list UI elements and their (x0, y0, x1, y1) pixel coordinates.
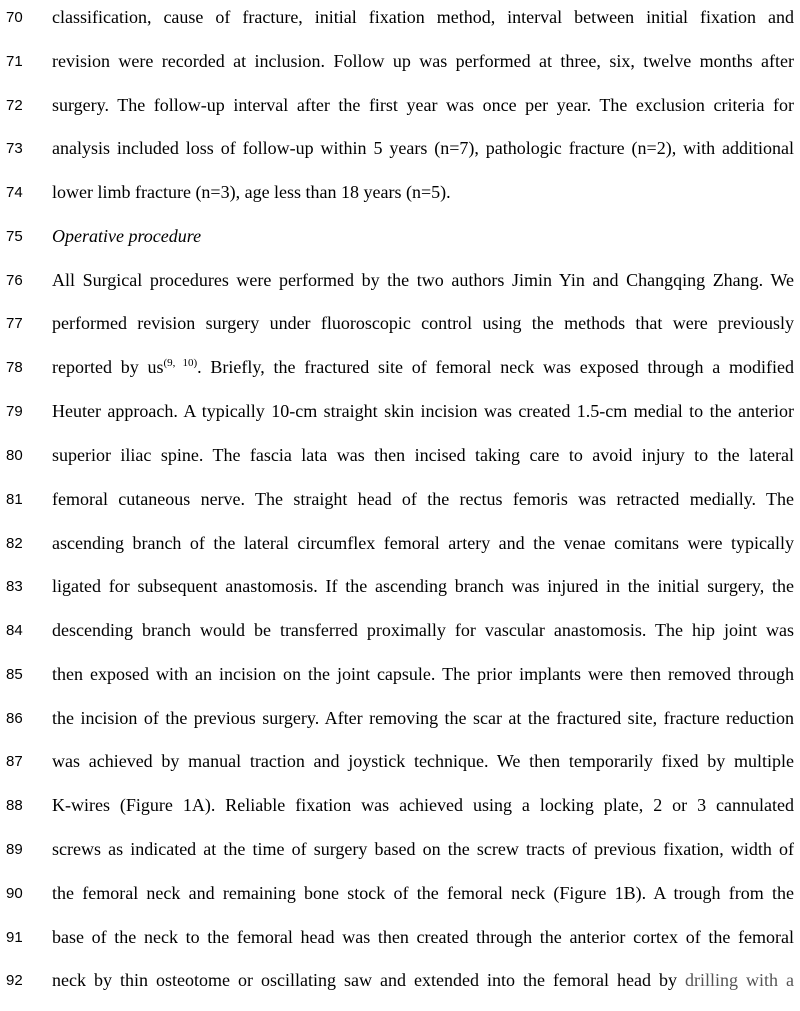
line-text: All Surgical procedures were performed by the two authors Jimin Yin and Changqing Zhang. We (52, 270, 794, 290)
line-text: base of the neck to the femoral head was then created through the anterior cortex of the femoral (52, 927, 794, 947)
citation-superscript: (9, 10) (163, 357, 198, 369)
line-text-start: neck by thin osteotome or oscillating saw and extended into the femoral head by (52, 970, 685, 990)
text-line (0, 788, 800, 832)
line-text: descending branch would be transferred proximally for vascular anastomosis. The hip joint was (52, 620, 794, 640)
line-text: the femoral neck and remaining bone stock of the femoral neck (Figure 1B). A trough from the (52, 883, 794, 903)
text-line (0, 657, 800, 701)
line-number: 72 (6, 97, 23, 114)
line-text: classification, cause of fracture, initial fixation method, interval between initial fixation and (52, 7, 794, 27)
line-text: was achieved by manual traction and joystick technique. We then temporarily fixed by multiple (52, 751, 794, 771)
line-number: 86 (6, 710, 23, 727)
line-text: superior iliac spine. The fascia lata was then incised taking care to avoid injury to the lateral (52, 445, 794, 465)
text-line (0, 613, 800, 657)
text-line (0, 963, 800, 1007)
line-text: K-wires (Figure 1A). Reliable fixation was achieved using a locking plate, 2 or 3 cannulated (52, 795, 794, 815)
line-text: surgery. The follow-up interval after the first year was once per year. The exclusion criteria for (52, 95, 794, 115)
line-text (52, 969, 794, 991)
line-text: ligated for subsequent anastomosis. If the ascending branch was injured in the initial surgery, the (52, 576, 794, 596)
line-number: 73 (6, 140, 23, 157)
line-number: 84 (6, 622, 23, 639)
line-text (52, 356, 794, 378)
line-number: 83 (6, 578, 23, 595)
line-number: 77 (6, 315, 23, 332)
text-line (0, 920, 800, 964)
line-text: the incision of the previous surgery. After removing the scar at the fractured site, fracture reduction (52, 708, 794, 728)
line-number: 88 (6, 797, 23, 814)
text-line (0, 88, 800, 132)
text-line (0, 306, 800, 350)
line-text: then exposed with an incision on the joint capsule. The prior implants were then removed through (52, 664, 794, 684)
line-number: 76 (6, 272, 23, 289)
text-line (0, 744, 800, 788)
text-line (0, 0, 800, 44)
text-line (0, 44, 800, 88)
line-number: 75 (6, 228, 23, 245)
line-text: Heuter approach. A typically 10-cm straight skin incision was created 1.5-cm medial to the anterior (52, 401, 794, 421)
text-line (0, 832, 800, 876)
text-line (0, 175, 800, 219)
line-number: 81 (6, 491, 23, 508)
line-number: 80 (6, 447, 23, 464)
section-heading: Operative procedure (52, 226, 202, 246)
text-line (0, 438, 800, 482)
line-text-faded: drilling with a (684, 970, 794, 990)
line-number: 71 (6, 53, 23, 70)
line-number: 89 (6, 841, 23, 858)
line-number: 90 (6, 885, 23, 902)
line-number: 85 (6, 666, 23, 683)
line-number: 79 (6, 403, 23, 420)
line-text: femoral cutaneous nerve. The straight head of the rectus femoris was retracted medially. The (52, 489, 794, 509)
line-text-end: . Briefly, the fractured site of femoral neck was exposed through a modified (197, 357, 794, 377)
line-text: revision were recorded at inclusion. Follow up was performed at three, six, twelve months after (52, 51, 794, 71)
line-number: 70 (6, 9, 23, 26)
text-line (0, 350, 800, 394)
text-line (0, 482, 800, 526)
text-line (0, 569, 800, 613)
line-text: lower limb fracture (n=3), age less than 18 years (n=5). (52, 182, 451, 202)
text-line (0, 701, 800, 745)
text-line (0, 876, 800, 920)
line-number: 82 (6, 535, 23, 552)
line-number: 92 (6, 972, 23, 989)
line-number: 87 (6, 753, 23, 770)
line-number: 74 (6, 184, 23, 201)
line-text: analysis included loss of follow-up within 5 years (n=7), pathologic fracture (n=2), with additional (52, 138, 794, 158)
line-text: screws as indicated at the time of surgery based on the screw tracts of previous fixation, width of (52, 839, 794, 859)
text-line (0, 526, 800, 570)
line-text: performed revision surgery under fluoroscopic control using the methods that were previously (52, 313, 794, 333)
text-line (0, 219, 800, 263)
text-line (0, 394, 800, 438)
line-text: ascending branch of the lateral circumflex femoral artery and the venae comitans were typically (52, 533, 794, 553)
text-line (0, 131, 800, 175)
line-number: 78 (6, 359, 23, 376)
line-text-start: reported by us (52, 357, 164, 377)
line-number: 91 (6, 929, 23, 946)
text-line (0, 263, 800, 307)
